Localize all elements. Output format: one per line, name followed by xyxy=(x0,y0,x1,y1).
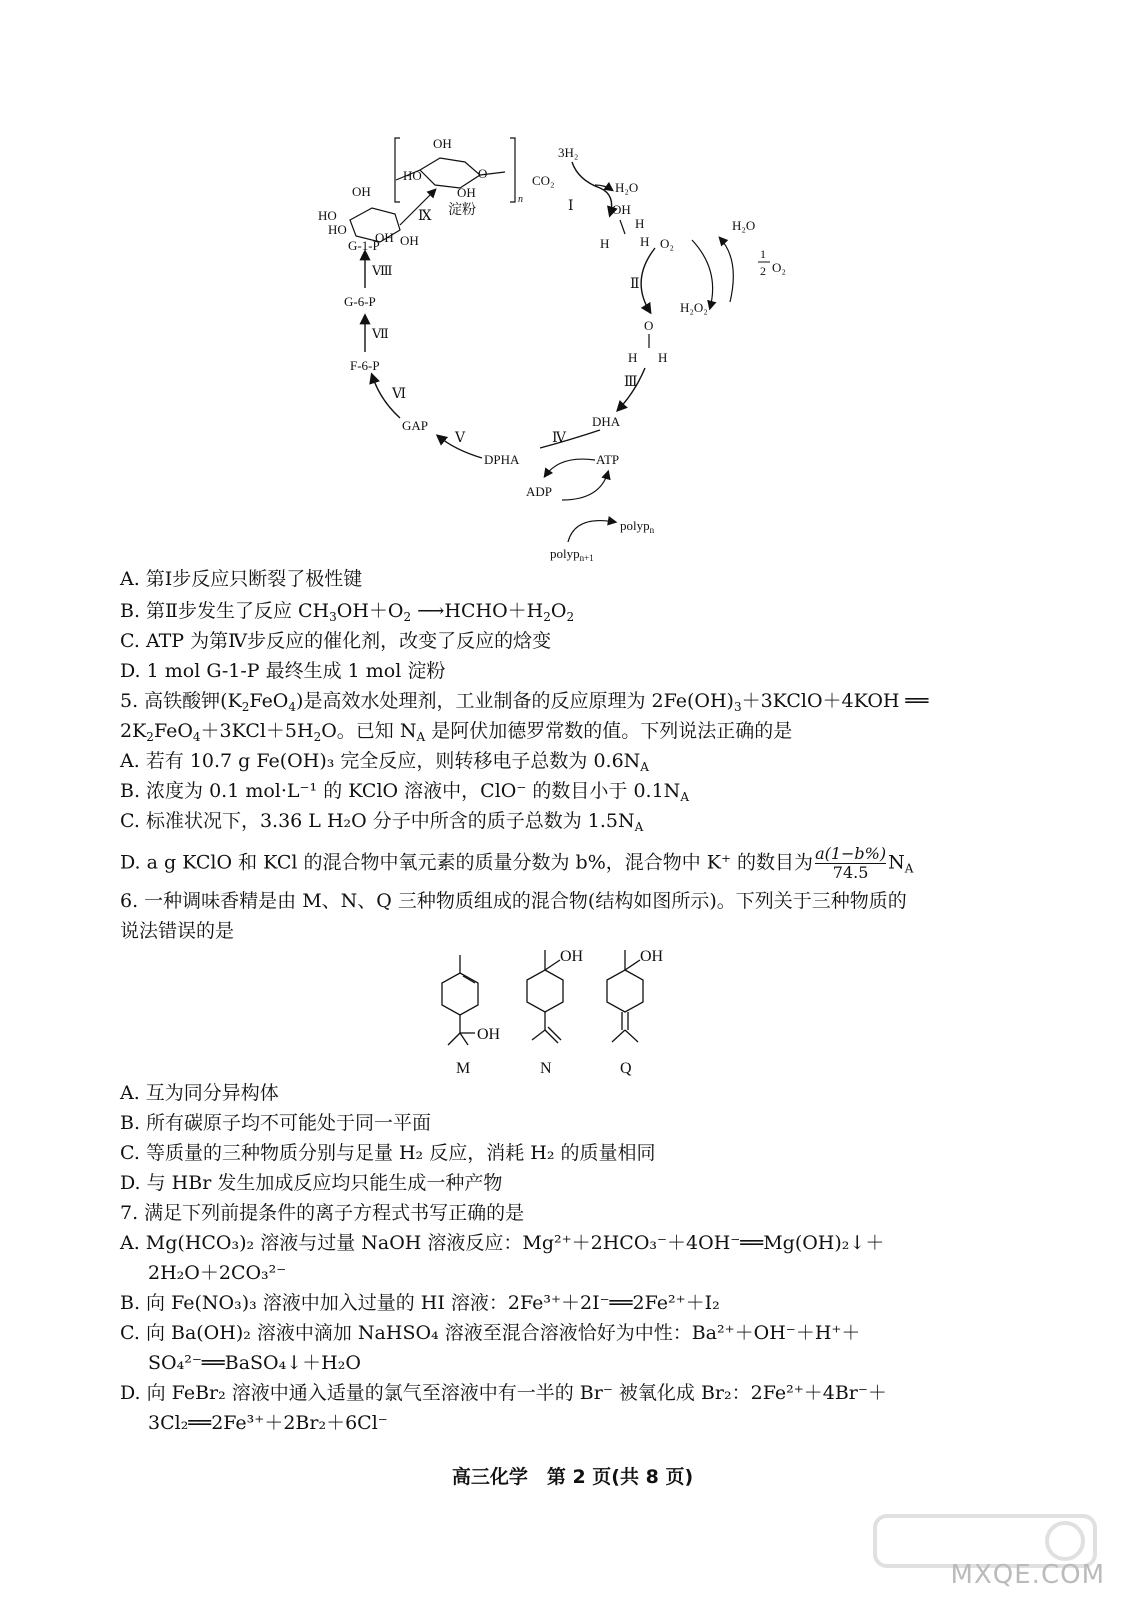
starch-label: 淀粉 xyxy=(448,203,476,218)
q4-option-d: D. 1 mol G-1-P 最终生成 1 mol 淀粉 xyxy=(120,660,446,682)
step-ii-label: Ⅱ xyxy=(630,277,640,292)
h2o-product-1: H₂O xyxy=(615,180,639,195)
structure-m xyxy=(442,955,478,1045)
step-vii-label: Ⅶ xyxy=(372,326,389,341)
starch-oh-bottom: OH xyxy=(457,185,476,200)
g6p-label: G-6-P xyxy=(344,294,376,309)
h2o2-label: H₂O₂ xyxy=(680,300,708,315)
step-ix-label: Ⅸ xyxy=(418,209,432,224)
structure-q xyxy=(607,950,643,1042)
page-footer: 高三化学 第 2 页(共 8 页) xyxy=(451,1466,694,1488)
q5-option-c: C. 标准状况下，3.36 L H₂O 分子中所含的质子总数为 $1.5N_A$ xyxy=(120,810,644,834)
h2o-product-2: H₂O xyxy=(732,218,756,233)
q5-option-d: D. a g KClO 和 KCl 的混合物中氧元素的质量分数为 b%，混合物中 K⁺ 的数目为 $\frac{a(1-b\%)}{74.5}$ $N_A$ xyxy=(120,844,914,882)
structure-n xyxy=(527,950,563,1043)
q7-option-c-line1: C. 向 Ba(OH)₂ 溶液中滴加 NaHSO₄ 溶液至混合溶液恰好为中性：Ba²⁺＋OH⁻＋H⁺＋ xyxy=(120,1322,861,1344)
step-v-label: Ⅴ xyxy=(455,431,466,446)
q4-option-a: A. 第Ⅰ步反应只断裂了极性键 xyxy=(120,568,363,590)
step-viii-label: Ⅷ xyxy=(372,263,393,278)
q7-option-a-line2: 2H₂O＋2CO₃²⁻ xyxy=(148,1262,287,1284)
methanol-h3: H xyxy=(640,234,650,249)
starch-n-subscript: n xyxy=(518,194,523,205)
step-iv-label: Ⅳ xyxy=(552,431,566,446)
adp-label: ADP xyxy=(526,484,553,499)
g1p-oh-right: OH xyxy=(400,233,419,248)
g1p-ho-2: HO xyxy=(328,222,347,237)
n-label: N xyxy=(540,1060,552,1077)
q7-option-c-line2: SO₄²⁻══BaSO₄↓＋H₂O xyxy=(148,1352,361,1374)
half-denominator: 2 xyxy=(760,264,766,278)
q5-fraction-denominator: 74.5 xyxy=(832,863,869,882)
q6-option-c: C. 等质量的三种物质分别与足量 H₂ 反应，消耗 H₂ 的质量相同 xyxy=(120,1142,656,1164)
q4-option-b: B. 第Ⅱ步发生了反应 $CH_3OH+O_2$ $⟶HCHO+H_2O_2$ xyxy=(120,600,575,624)
q6-stem-line2: 说法错误的是 xyxy=(120,920,235,942)
q6-stem-line1: 6. 一种调味香精是由 M、N、Q 三种物质组成的混合物(结构如图所示)。下列关于三种物质的 xyxy=(120,890,907,912)
q7-option-d-line2: 3Cl₂══2Fe³⁺＋2Br₂＋6Cl⁻ xyxy=(148,1412,388,1434)
m-label: M xyxy=(456,1060,471,1077)
f6p-label: F-6-P xyxy=(350,358,380,373)
o2-half: O₂ xyxy=(772,260,786,275)
q-oh: OH xyxy=(640,948,664,965)
starch-oh-top: OH xyxy=(433,136,452,151)
q5-fraction-numerator: a(1−b%) xyxy=(815,844,887,863)
starch-synthesis-cycle-diagram xyxy=(300,130,840,570)
g1p-oh-top: OH xyxy=(352,184,371,199)
step-iii-label: Ⅲ xyxy=(624,375,638,390)
dpha-label: DPHA xyxy=(484,452,520,467)
g1p-oh-bottom: OH xyxy=(375,230,394,245)
formaldehyde-h2: H xyxy=(658,350,668,365)
q7-option-a-line1: A. Mg(HCO₃)₂ 溶液与过量 NaOH 溶液反应：Mg²⁺＋2HCO₃⁻＋4OH⁻══Mg(OH)₂↓＋ xyxy=(120,1232,885,1254)
q7-option-d-line1: D. 向 FeBr₂ 溶液中通入适量的氯气至溶液中有一半的 Br⁻ 被氧化成 Br₂：2Fe²⁺＋4Br⁻＋ xyxy=(120,1382,887,1404)
q5-option-b: B. 浓度为 0.1 mol·L⁻¹ 的 KClO 溶液中，ClO⁻ 的数目小于 $0.1N_A$ xyxy=(120,780,689,804)
m-oh: OH xyxy=(477,1026,501,1043)
watermark-text: MXQE.COM xyxy=(950,1560,1105,1590)
formaldehyde-h1: H xyxy=(628,350,638,365)
o2-label: O₂ xyxy=(660,236,674,251)
g1p-ho-1: HO xyxy=(318,208,337,223)
h2-reactant: 3H₂ xyxy=(558,145,579,160)
q6-option-d: D. 与 HBr 发生加成反应均只能生成一种产物 xyxy=(120,1172,503,1194)
formaldehyde-o: O xyxy=(644,318,654,333)
q5-option-a: A. 若有 10.7 g Fe(OH)₃ 完全反应，则转移电子总数为 $0.6N_A$ xyxy=(120,750,649,774)
starch-o: O xyxy=(478,166,488,181)
mnq-structures xyxy=(420,945,740,1080)
step-vi-label: Ⅵ xyxy=(392,387,407,402)
q7-stem: 7. 满足下列前提条件的离子方程式书写正确的是 xyxy=(120,1202,525,1224)
q6-option-a: A. 互为同分异构体 xyxy=(120,1082,279,1104)
starch-structure xyxy=(395,136,523,218)
methanol-oh: OH xyxy=(612,202,631,217)
step-i-label: Ⅰ xyxy=(568,199,574,214)
polyp-n-label: polyp$_n$ xyxy=(620,518,655,535)
starch-ho-left: HO xyxy=(403,168,422,183)
q6-option-b: B. 所有碳原子均不可能处于同一平面 xyxy=(120,1112,432,1134)
n-oh: OH xyxy=(560,948,584,965)
half-numerator: 1 xyxy=(760,247,766,261)
q7-option-b: B. 向 Fe(NO₃)₃ 溶液中加入过量的 HI 溶液：2Fe³⁺＋2I⁻══2Fe²⁺＋I₂ xyxy=(120,1292,720,1314)
g1p-label: G-1-P xyxy=(348,238,380,253)
q4-option-c: C. ATP 为第Ⅳ步反应的催化剂，改变了反应的焓变 xyxy=(120,630,552,652)
q5-stem-line1: 5. 高铁酸钾$(K_2FeO_4)$是高效水处理剂，工业制备的反应原理为 $2Fe(OH)_3+3KClO+4KOH$ ══ xyxy=(120,690,929,714)
methanol-h2: H xyxy=(600,236,610,251)
q-label: Q xyxy=(620,1060,632,1077)
polyp-n1-label: polyp$_{n+1}$ xyxy=(550,546,594,563)
q5-stem-line2: $2K_2FeO_4+3KCl+5H_2O$。已知 $N_A$ 是阿伏加德罗常数的值。下列说法正确的是 xyxy=(120,720,793,744)
atp-label: ATP xyxy=(596,452,620,467)
gap-label: GAP xyxy=(402,418,429,433)
co2-reactant: CO₂ xyxy=(532,173,555,188)
dha-label: DHA xyxy=(592,414,621,429)
methanol-h1: H xyxy=(635,216,645,231)
